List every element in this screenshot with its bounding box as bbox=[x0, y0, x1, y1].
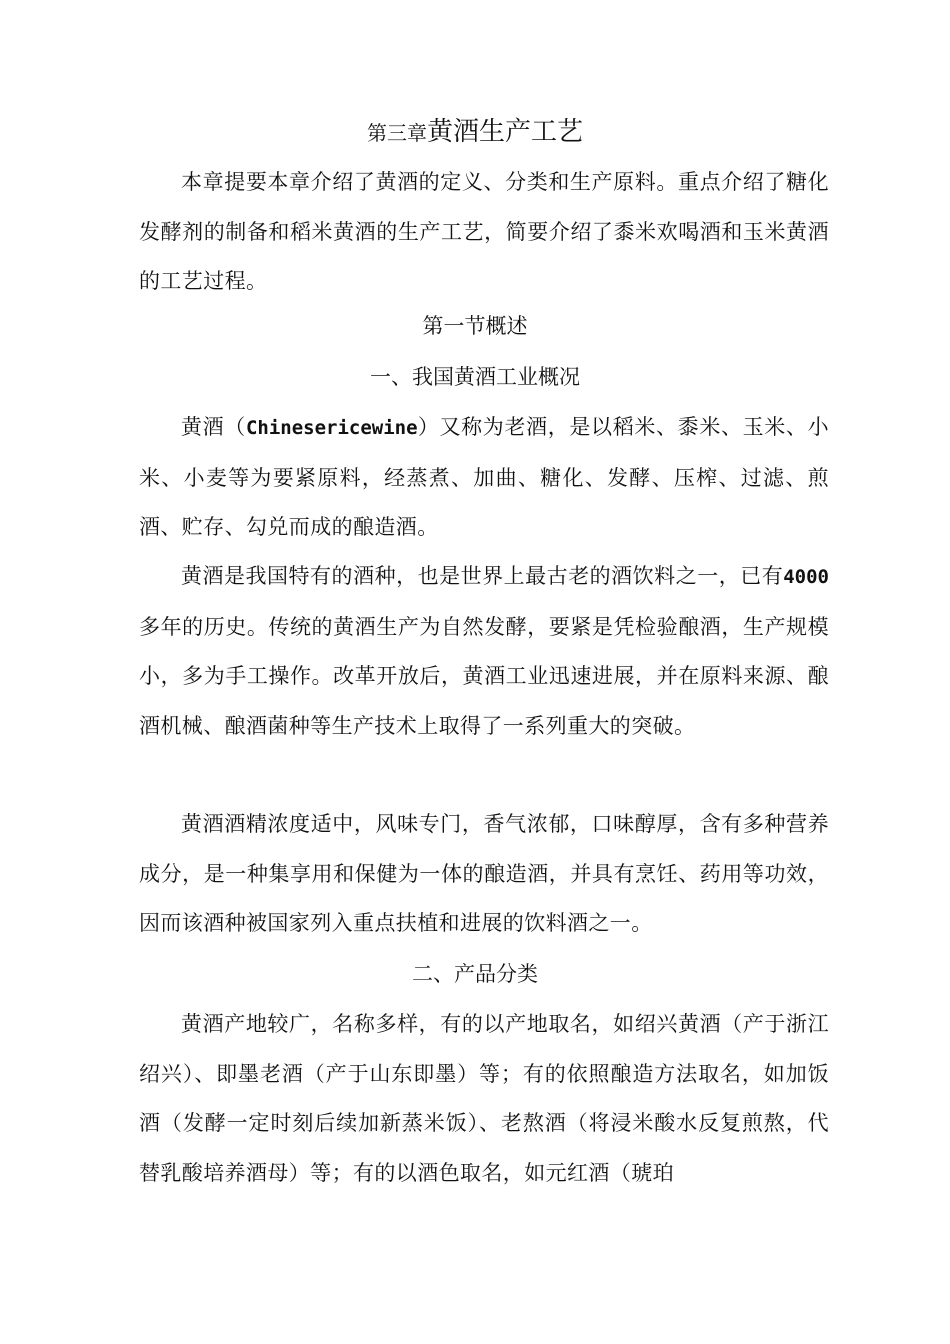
definition-start-text: 黄酒（ bbox=[181, 415, 246, 439]
chapter-title-prefix: 第三章 bbox=[366, 121, 427, 145]
section-heading: 第一节概述 bbox=[422, 314, 528, 338]
subsection-heading-classification: 二、产品分类 bbox=[412, 962, 538, 986]
chapter-summary-paragraph: 本章提要本章介绍了黄酒的定义、分类和生产原料。重点介绍了糖化发酵剂的制备和稻米黄酒的生产工艺，简要介绍了黍米欢喝酒和玉米黄酒的工艺过程。 bbox=[139, 170, 829, 293]
history-years-text: 4000 bbox=[783, 566, 829, 588]
history-paragraph bbox=[139, 552, 829, 751]
definition-paragraph bbox=[139, 403, 829, 553]
subsection-heading-overview: 一、我国黄酒工业概况 bbox=[370, 365, 580, 389]
history-start-text: 黄酒是我国特有的酒种，也是世界上最古老的酒饮料之一，已有 bbox=[181, 564, 784, 588]
features-paragraph: 黄酒酒精浓度适中，风味专门，香气浓郁，口味醇厚，含有多种营养成分，是一种集享用和保健为一体的酿造酒，并具有烹饪、药用等功效，因而该酒种被国家列入重点扶植和进展的饮料酒之一。 bbox=[139, 812, 829, 935]
definition-rest-text: ）又称为老酒，是以稻米、黍米、玉米、小米、小麦等为要紧原料，经蒸煮、加曲、糖化、发酵、压榨、过滤、煎酒、贮存、勾兑而成的酿造酒。 bbox=[139, 415, 829, 539]
history-rest-text: 多年的历史。传统的黄酒生产为自然发酵，要紧是凭检验酿酒，生产规模小，多为手工操作。改革开放后，黄酒工业迅速进展，并在原料来源、酿酒机械、酿酒菌种等生产技术上取得了一系列重大的突破。 bbox=[139, 614, 829, 738]
chapter-title-main: 黄酒生产工艺 bbox=[426, 117, 583, 147]
classification-paragraph: 黄酒产地较广，名称多样，有的以产地取名，如绍兴黄酒（产于浙江绍兴）、即墨老酒（产于山东即墨）等；有的依照酿造方法取名，如加饭酒（发酵一定时刻后续加新蒸米饭）、老熬酒（将浸米酸水反复煎熬，代替乳酸培养酒母）等；有的以酒色取名，如元红酒（琥珀 bbox=[139, 1012, 829, 1185]
chapter-title bbox=[0, 114, 950, 151]
english-name-text: Chinesericewine bbox=[245, 417, 418, 439]
